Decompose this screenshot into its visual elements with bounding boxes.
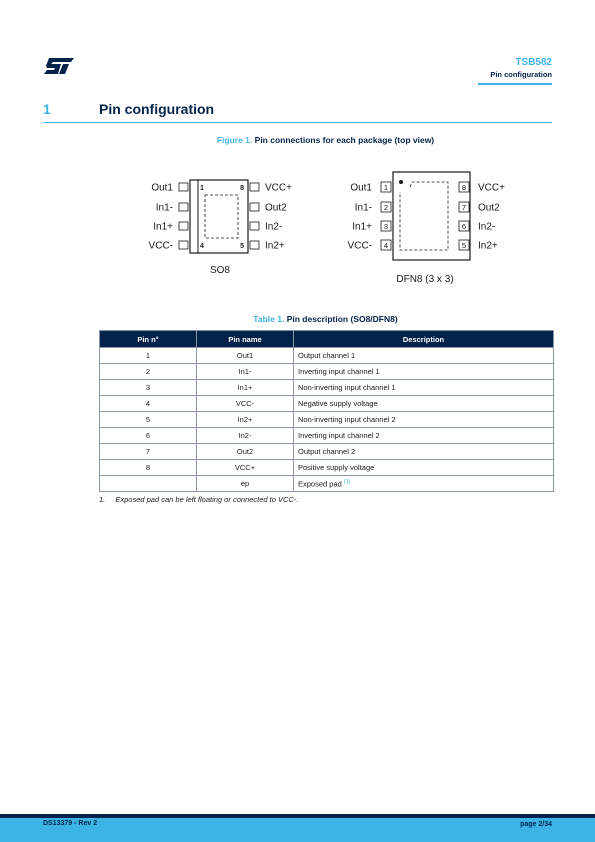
st-logo-icon — [43, 56, 75, 76]
pin-description-cell: Output channel 1 — [294, 348, 554, 364]
pin-description-cell: Output channel 2 — [294, 444, 554, 460]
dfn8-pin-number: 6 — [461, 222, 467, 231]
table-row — [100, 396, 554, 412]
pin-description-cell — [294, 476, 554, 492]
dfn8-pin-number: 4 — [383, 241, 389, 250]
pin-description-cell: Non-inverting input channel 1 — [294, 380, 554, 396]
pin-name-cell: ep — [197, 476, 294, 492]
pin-connection-diagram — [140, 165, 520, 295]
dfn8-pin-number: 5 — [461, 241, 467, 250]
so8-pin-lead — [250, 203, 259, 211]
table-row — [100, 460, 554, 476]
pin-name-cell: VCC+ — [197, 460, 294, 476]
dfn8-pin1-dot — [399, 180, 403, 184]
dfn8-pin-number: 1 — [383, 183, 389, 192]
so8-pin-lead — [179, 222, 188, 230]
table-row — [100, 380, 554, 396]
so8-pin-lead — [250, 222, 259, 230]
footer-page-number: page 2/34 — [520, 821, 552, 828]
table-caption-text: Pin description (SO8/DFN8) — [286, 314, 398, 324]
description-text: Exposed pad — [298, 479, 342, 489]
so8-pin-label: In1+ — [153, 221, 173, 233]
footnote-number: 1. — [99, 495, 106, 504]
doc-title: TSB582 — [515, 57, 552, 68]
so8-pin-label: Out2 — [265, 202, 287, 214]
dfn8-pin-label: In1+ — [352, 221, 372, 233]
table-row — [100, 348, 554, 364]
pin-number-cell: 1 — [100, 348, 197, 364]
pin-description-table — [99, 330, 554, 492]
so8-pin-label: VCC- — [148, 240, 173, 252]
so8-pin-lead — [250, 183, 259, 191]
so8-package — [149, 180, 293, 276]
dfn8-package — [348, 172, 506, 285]
table-row — [100, 444, 554, 460]
pin-number-cell: 2 — [100, 364, 197, 380]
pin-name-cell: In2- — [197, 428, 294, 444]
dfn8-body — [393, 172, 470, 260]
pin-name-cell: In1- — [197, 364, 294, 380]
so8-pin-label: In1- — [155, 202, 173, 214]
pin-number-cell: 8 — [100, 460, 197, 476]
so8-package-name: SO8 — [209, 265, 231, 276]
pin-number-cell — [100, 476, 197, 492]
table-row — [100, 476, 554, 492]
pin-name-cell: In2+ — [197, 412, 294, 428]
pin-description-cell: Negative supply voltage — [294, 396, 554, 412]
header-description: Description — [294, 331, 554, 348]
figure-caption — [99, 135, 552, 145]
table-header-row — [100, 331, 554, 348]
pin-description-cell: Positive supply voltage — [294, 460, 554, 476]
pin-name-cell: In1+ — [197, 380, 294, 396]
dfn8-pin-label: VCC+ — [478, 182, 505, 194]
pin-number-cell: 4 — [100, 396, 197, 412]
dfn8-pin-number: 8 — [461, 183, 467, 192]
pin-name-cell: VCC- — [197, 396, 294, 412]
so8-pin-number: 5 — [240, 243, 244, 250]
pin-number-cell: 6 — [100, 428, 197, 444]
dfn8-pin-label: Out1 — [350, 182, 372, 194]
dfn8-pin-number: 3 — [383, 222, 389, 231]
dfn8-pin-number: 7 — [461, 203, 467, 212]
dfn8-pin-label: In1- — [354, 202, 372, 214]
table-label: Table 1. — [253, 314, 285, 324]
pin-description-cell: Inverting input channel 1 — [294, 364, 554, 380]
dfn8-pin-label: In2+ — [478, 240, 498, 252]
pin-name-cell: Out2 — [197, 444, 294, 460]
pin-name-cell: Out1 — [197, 348, 294, 364]
header-pin-number: Pin n° — [100, 331, 197, 348]
so8-pin-lead — [179, 203, 188, 211]
section-rule — [43, 122, 552, 123]
pin-number-cell: 3 — [100, 380, 197, 396]
so8-pin-lead — [250, 241, 259, 249]
footnote-text: Exposed pad can be left floating or connected to VCC-. — [115, 495, 299, 504]
so8-pin-label: In2- — [265, 221, 283, 233]
table-caption — [99, 314, 552, 324]
figure-label: Figure 1. — [216, 135, 253, 145]
dfn8-pin-number: 2 — [383, 203, 389, 212]
footer-doc-id: DS13379 - Rev 2 — [43, 820, 98, 827]
figure-caption-text: Pin connections for each package (top view) — [254, 135, 435, 145]
so8-pin-number: 8 — [240, 185, 244, 192]
section-title: Pin configuration — [99, 101, 215, 117]
pin-number-cell: 7 — [100, 444, 197, 460]
dfn8-pin-label: VCC- — [347, 240, 372, 252]
so8-pin-number: 1 — [200, 185, 204, 192]
pin-description-cell: Non-inverting input channel 2 — [294, 412, 554, 428]
dfn8-pin-label: In2- — [478, 221, 496, 233]
so8-pin-label: Out1 — [151, 182, 173, 194]
so8-pin-lead — [179, 183, 188, 191]
dfn8-package-name: DFN8 (3 x 3) — [396, 274, 454, 285]
table-row — [100, 412, 554, 428]
footnote — [99, 495, 298, 504]
so8-pin-number: 4 — [200, 243, 204, 250]
so8-pin-label: In2+ — [265, 240, 285, 252]
dfn8-left-pins — [348, 182, 391, 252]
pin-number-cell: 5 — [100, 412, 197, 428]
header-pin-name: Pin name — [197, 331, 294, 348]
pin-description-cell: Inverting input channel 2 — [294, 428, 554, 444]
table-row — [100, 428, 554, 444]
table-row — [100, 364, 554, 380]
doc-subtitle: Pin configuration — [490, 70, 552, 79]
so8-pin-lead — [179, 241, 188, 249]
so8-pin-label: VCC+ — [265, 182, 292, 194]
dfn8-pin-label: Out2 — [478, 202, 500, 214]
footnote-reference: (1) — [343, 478, 351, 485]
section-number: 1 — [43, 101, 51, 117]
header-rule — [478, 83, 552, 85]
